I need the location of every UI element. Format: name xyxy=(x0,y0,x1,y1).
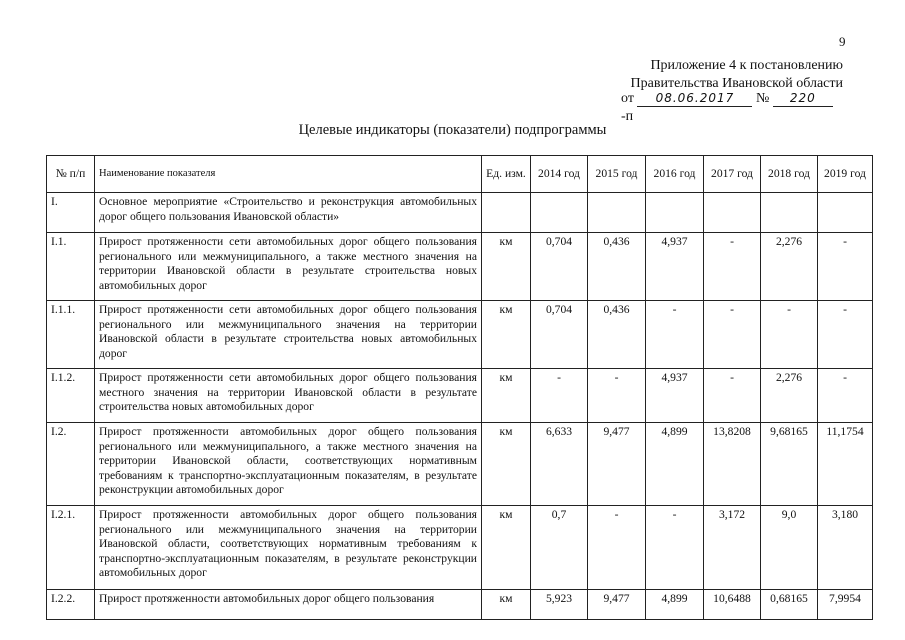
row-value-2017: - xyxy=(704,301,761,369)
indicators-table xyxy=(46,155,873,620)
row-unit: км xyxy=(482,590,531,620)
row-num: I.2.1. xyxy=(47,506,95,590)
row-value-2017: 13,8208 xyxy=(704,423,761,506)
row-value-2019: - xyxy=(818,233,873,301)
row-value-2017: 3,172 xyxy=(704,506,761,590)
row-value-2014: - xyxy=(531,369,588,423)
row-value-2015: 0,436 xyxy=(588,233,646,301)
page-number: 9 xyxy=(839,34,846,49)
date-value: 08.06.2017 xyxy=(655,91,735,105)
row-value-2014 xyxy=(531,193,588,233)
table-row xyxy=(47,590,873,620)
document-title: Целевые индикаторы (показатели) подпрограммы xyxy=(298,122,607,138)
row-value-2016: - xyxy=(646,301,704,369)
row-value-2019: - xyxy=(818,369,873,423)
table-row xyxy=(47,193,873,233)
row-value-2019: 11,1754 xyxy=(818,423,873,506)
row-value-2017: 10,6488 xyxy=(704,590,761,620)
row-value-2019: 7,9954 xyxy=(818,590,873,620)
appendix-line-2: Правительства Ивановской области xyxy=(630,76,843,91)
row-name: Основное мероприятие «Строительство и реконструкция автомобильных дорог общего пользования Ивановской области» xyxy=(95,193,482,233)
header-name: Наименование показателя xyxy=(95,156,482,193)
row-value-2017 xyxy=(704,193,761,233)
row-unit xyxy=(482,193,531,233)
row-value-2014: 0,7 xyxy=(531,506,588,590)
row-value-2018: 9,0 xyxy=(761,506,818,590)
row-name: Прирост протяженности автомобильных дорог общего пользования регионального или межмуниципального значения на территории Ивановской области, соответствующих нормативным требованиям к транспортно-эксплуатационным показателям, в результате реконструкции автомобильных дорог xyxy=(95,506,482,590)
row-name: Прирост протяженности автомобильных дорог общего пользования xyxy=(95,590,482,620)
number-value: 220 xyxy=(789,91,816,105)
appendix-line-1: Приложение 4 к постановлению xyxy=(650,58,843,73)
row-unit: км xyxy=(482,369,531,423)
row-value-2019: - xyxy=(818,301,873,369)
table-row xyxy=(47,506,873,590)
row-num: I. xyxy=(47,193,95,233)
row-value-2017: - xyxy=(704,369,761,423)
header-num: № п/п xyxy=(47,156,95,193)
row-value-2015: 9,477 xyxy=(588,423,646,506)
row-value-2017: - xyxy=(704,233,761,301)
row-value-2019: 3,180 xyxy=(818,506,873,590)
table-row xyxy=(47,423,873,506)
row-value-2016: 4,899 xyxy=(646,590,704,620)
appendix-date-line xyxy=(621,90,843,126)
row-value-2014: 0,704 xyxy=(531,233,588,301)
header-year-2019: 2019 год xyxy=(818,156,873,193)
date-prefix: от xyxy=(621,91,634,106)
row-num: I.1. xyxy=(47,233,95,301)
row-value-2018: - xyxy=(761,301,818,369)
row-value-2015 xyxy=(588,193,646,233)
row-num: I.2.2. xyxy=(47,590,95,620)
row-value-2018 xyxy=(761,193,818,233)
table-row xyxy=(47,233,873,301)
row-unit: км xyxy=(482,233,531,301)
row-value-2015: - xyxy=(588,369,646,423)
row-num: I.1.1. xyxy=(47,301,95,369)
row-name: Прирост протяженности сети автомобильных дорог общего пользования местного значения на территории Ивановской области в результате строительства новых автомобильных дорог xyxy=(95,369,482,423)
row-value-2015: 9,477 xyxy=(588,590,646,620)
header-unit: Ед. изм. xyxy=(482,156,531,193)
row-unit: км xyxy=(482,301,531,369)
row-name: Прирост протяженности автомобильных дорог общего пользования регионального или межмуниципального, а также местного значения на территории Ивановской области, соответствующих нормативным требованиям к транспортно-эксплуатационным показателям, в результате реконструкции автомобильных дорог xyxy=(95,423,482,506)
row-value-2014: 5,923 xyxy=(531,590,588,620)
row-value-2018: 9,68165 xyxy=(761,423,818,506)
header-year-2018: 2018 год xyxy=(761,156,818,193)
row-value-2019 xyxy=(818,193,873,233)
row-value-2014: 6,633 xyxy=(531,423,588,506)
table-row xyxy=(47,301,873,369)
header-year-2017: 2017 год xyxy=(704,156,761,193)
row-value-2016 xyxy=(646,193,704,233)
row-unit: км xyxy=(482,506,531,590)
row-name: Прирост протяженности сети автомобильных дорог общего пользования регионального или межмуниципального значения на территории Ивановской области в результате строительства новых автомобильных дорог xyxy=(95,301,482,369)
table-row xyxy=(47,369,873,423)
appendix-header xyxy=(631,57,843,93)
row-value-2015: - xyxy=(588,506,646,590)
row-value-2014: 0,704 xyxy=(531,301,588,369)
row-value-2016: 4,937 xyxy=(646,233,704,301)
row-num: I.2. xyxy=(47,423,95,506)
header-year-2016: 2016 год xyxy=(646,156,704,193)
row-value-2018: 2,276 xyxy=(761,233,818,301)
row-value-2018: 2,276 xyxy=(761,369,818,423)
table-header-row xyxy=(47,156,873,193)
number-prefix: № xyxy=(755,91,770,106)
row-value-2016: - xyxy=(646,506,704,590)
header-year-2014: 2014 год xyxy=(531,156,588,193)
row-value-2016: 4,899 xyxy=(646,423,704,506)
number-suffix: -п xyxy=(621,109,634,124)
header-year-2015: 2015 год xyxy=(588,156,646,193)
row-num: I.1.2. xyxy=(47,369,95,423)
row-value-2015: 0,436 xyxy=(588,301,646,369)
row-value-2018: 0,68165 xyxy=(761,590,818,620)
row-unit: км xyxy=(482,423,531,506)
row-value-2016: 4,937 xyxy=(646,369,704,423)
row-name: Прирост протяженности сети автомобильных дорог общего пользования регионального или межмуниципального, а также местного значения на территории Ивановской области в результате строительства новых автомобильных дорог xyxy=(95,233,482,301)
